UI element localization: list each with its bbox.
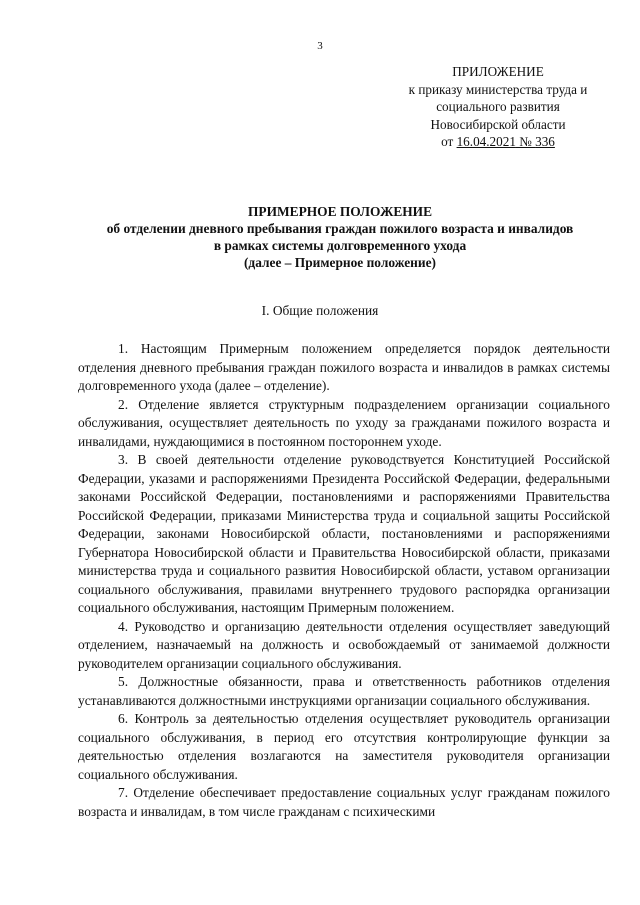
title-line-2: об отделении дневного пребывания граждан пожилого возраста и инвалидов <box>106 221 574 236</box>
paragraph-5: 5. Должностные обязанности, права и ответственность работников отделения устанавливаются должностными инструкциями организации социального обслуживания. <box>78 674 610 708</box>
order-date: 16.04.2021 <box>456 134 516 149</box>
attachment-date-line <box>388 133 608 151</box>
title-line-4: (далее – Примерное положение) <box>243 255 437 270</box>
paragraph-3: 3. В своей деятельности отделение руководствуется Конституцией Российской Федерации, указами и распоряжениями Президента Российской Федерации, федеральными законами Российской Федерации, постановлениями и распоряжениями Правительства Российской Федерации, приказами Министерства труда и социальной защиты Российской Федерации, законами Новосибирской области, постановлениями и распоряжениями Губернатора Новосибирской области и Правительства Новосибирской области, приказами министерства труда и социального развития Новосибирской области, уставом организации социального обслуживания, правилами внутреннего трудового распорядка организации социального обслуживания, настоящим Примерным положением. <box>78 452 610 615</box>
paragraph-4: 4. Руководство и организацию деятельности отделения осуществляет заведующий отделением, назначаемый на должность и освобождаемый от занимаемой должности руководителем организации социального обслуживания. <box>78 618 610 671</box>
date-prefix: от <box>441 134 457 149</box>
attachment-order-ref: к приказу министерства труда и <box>408 81 588 97</box>
paragraph-7: 7. Отделение обеспечивает предоставление социальных услуг гражданам пожилого возраста и инвалидам, в том числе гражданам с психическими <box>78 785 610 819</box>
paragraph-1: 1. Настоящим Примерным положением определяется порядок деятельности отделения дневного пребывания граждан пожилого возраста и инвалидов в рамках системы долговременного ухода (далее – отделение). <box>78 341 610 393</box>
page-number: 3 <box>317 40 323 52</box>
document-body <box>78 340 610 821</box>
attachment-region: Новосибирской области <box>430 116 566 132</box>
document-title <box>70 203 610 271</box>
title-line-3: в рамках системы долговременного ухода <box>213 238 467 253</box>
title-line-1: ПРИМЕРНОЕ ПОЛОЖЕНИЕ <box>247 204 433 219</box>
attachment-header <box>388 63 608 151</box>
paragraph-6: 6. Контроль за деятельностью отделения осуществляет руководитель организации социального обслуживания, в период его отсутствия контролирующие функции за деятельностью отделения возлагаются на заместителя руководителя организации социального обслуживания. <box>78 711 610 782</box>
order-number: 336 <box>535 134 555 149</box>
number-sign: № <box>515 134 536 149</box>
attachment-ministry: социального развития <box>436 99 560 114</box>
paragraph-2: 2. Отделение является структурным подразделением организации социального обслуживания, осуществляет деятельность по уходу за гражданами пожилого возраста и инвалидами, нуждающимися в постоянном постороннем уходе. <box>78 396 610 449</box>
attachment-label: ПРИЛОЖЕНИЕ <box>452 64 544 79</box>
section-heading: I. Общие положения <box>261 303 379 318</box>
